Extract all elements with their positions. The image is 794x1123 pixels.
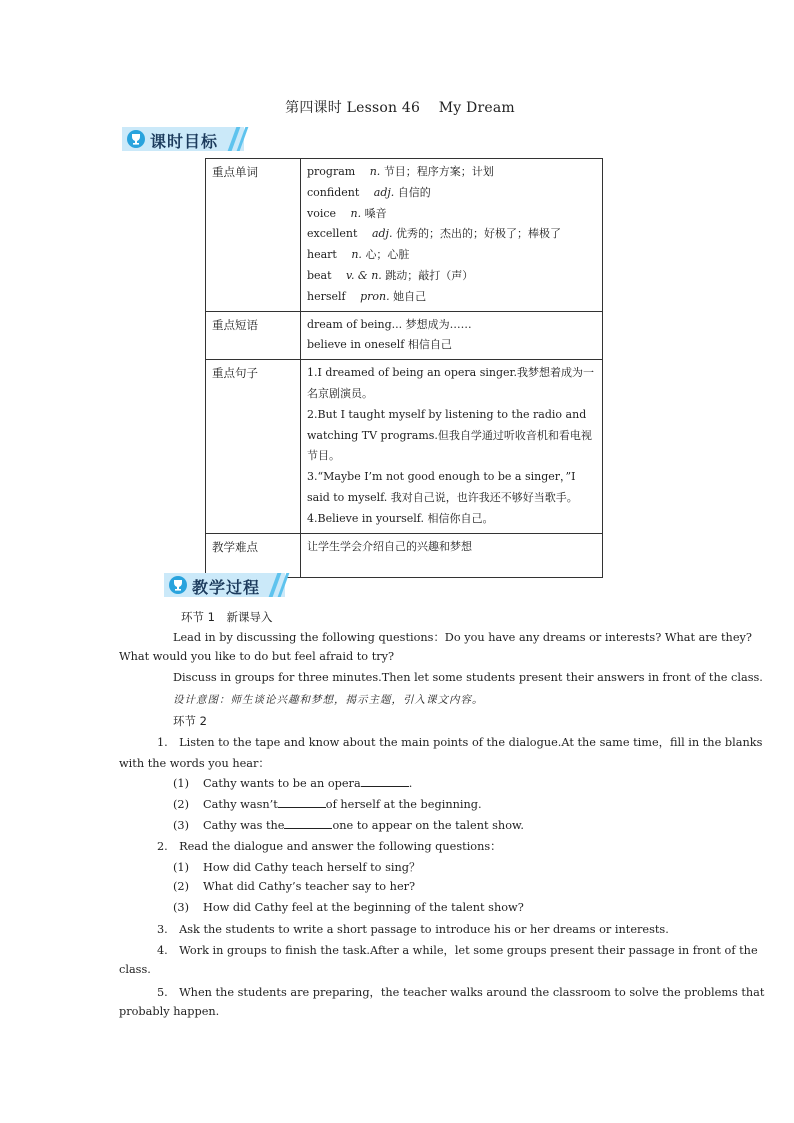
- table-row: [206, 159, 603, 312]
- table-row: [206, 533, 603, 577]
- item-1-line: 1. Listen to the tape and know about the main points of the dialogue.At the same time，fill in the blanks: [157, 736, 763, 749]
- row-key: 教学难点: [206, 533, 301, 577]
- process-banner-label: 教学过程: [192, 578, 261, 597]
- row-key: 重点单词: [206, 159, 301, 312]
- difficulty-line: 让学生学会介绍自己的兴趣和梦想: [307, 539, 472, 553]
- answer-blank[interactable]: [278, 797, 326, 808]
- lesson-number: 第四课时 Lesson 46: [285, 100, 421, 116]
- key-words-cell: [301, 159, 603, 312]
- goals-banner-label: 课时目标: [150, 132, 219, 151]
- item-2-line: 2. Read the dialogue and answer the following questions：: [157, 840, 502, 853]
- item-5-line: probably happen.: [119, 1005, 220, 1018]
- question-1-1: (1) Cathy wants to be an opera .: [173, 777, 413, 790]
- phrase-line: believe in oneself 相信自己: [307, 338, 452, 352]
- process-banner: [164, 573, 285, 597]
- word-line: confident adj. 自信的: [307, 185, 431, 199]
- trophy-icon: [127, 130, 145, 148]
- design-intent-note: 设计意图：师生谈论兴趣和梦想，揭示主题，引入课文内容。: [173, 694, 484, 706]
- page-title: [0, 97, 794, 117]
- item-4-line: 4. Work in groups to finish the task.After a while，let some groups present their passage in front of the: [157, 944, 758, 957]
- answer-blank[interactable]: [361, 776, 409, 787]
- goals-table: [205, 158, 603, 578]
- question-1-3: (3) Cathy was the one to appear on the talent show.: [173, 819, 524, 832]
- word-line: voice n. 嗓音: [307, 206, 387, 220]
- question-2-1: (1) How did Cathy teach herself to sing？: [173, 861, 421, 874]
- row-key: 重点句子: [206, 360, 301, 533]
- item-1-line: with the words you hear：: [119, 757, 270, 770]
- table-row: [206, 311, 603, 360]
- item-5-line: 5. When the students are preparing，the teacher walks around the classroom to solve the problems that: [157, 986, 765, 999]
- question-2-3: (3) How did Cathy feel at the beginning of the talent show?: [173, 901, 524, 914]
- key-sentences-cell: [301, 360, 603, 533]
- sentence-line: 4.Believe in yourself. 相信你自己。: [307, 511, 494, 525]
- question-2-2: (2) What did Cathy’s teacher say to her?: [173, 880, 416, 893]
- word-line: herself pron. 她自己: [307, 289, 427, 303]
- step2-title: 环节 2: [173, 714, 207, 728]
- step1-paragraph-line: What would you like to do but feel afraid to try?: [119, 650, 395, 663]
- lesson-name: My Dream: [438, 100, 515, 116]
- goals-banner: [122, 127, 244, 151]
- step1-title: 环节 1 新课导入: [181, 610, 273, 624]
- item-4-line: class.: [119, 963, 151, 976]
- question-1-2: (2) Cathy wasn’t of herself at the beginning.: [173, 798, 482, 811]
- step1-paragraph-line: Lead in by discussing the following questions：Do you have any dreams or interests? What are they?: [173, 631, 752, 644]
- word-line: heart n. 心；心脏: [307, 248, 410, 262]
- word-line: program n. 节目；程序方案；计划: [307, 165, 494, 178]
- sentence-line: 1.I dreamed of being an opera singer.我梦想着成为一名京剧演员。: [307, 366, 595, 400]
- difficulty-cell: [301, 533, 603, 577]
- step1-paragraph-line: Discuss in groups for three minutes.Then let some students present their answers in front of the class.: [173, 671, 763, 684]
- sentence-line: 3.“Maybe I’m not good enough to be a singer，”I said to myself. 我对自己说，也许我还不够好当歌手。: [307, 470, 578, 504]
- phrase-line: dream of being... 梦想成为……: [307, 317, 472, 331]
- answer-blank[interactable]: [284, 818, 332, 829]
- word-line: beat v. & n. 跳动；敲打（声）: [307, 268, 474, 282]
- sentence-line: 2.But I taught myself by listening to the radio and watching TV programs.但我自学通过听收音机和看电视节目。: [307, 407, 592, 463]
- word-line: excellent adj. 优秀的；杰出的；好极了；棒极了: [307, 227, 561, 241]
- item-3-line: 3. Ask the students to write a short passage to introduce his or her dreams or interests.: [157, 923, 669, 936]
- table-row: [206, 360, 603, 533]
- trophy-icon: [169, 576, 187, 594]
- key-phrases-cell: [301, 311, 603, 360]
- row-key: 重点短语: [206, 311, 301, 360]
